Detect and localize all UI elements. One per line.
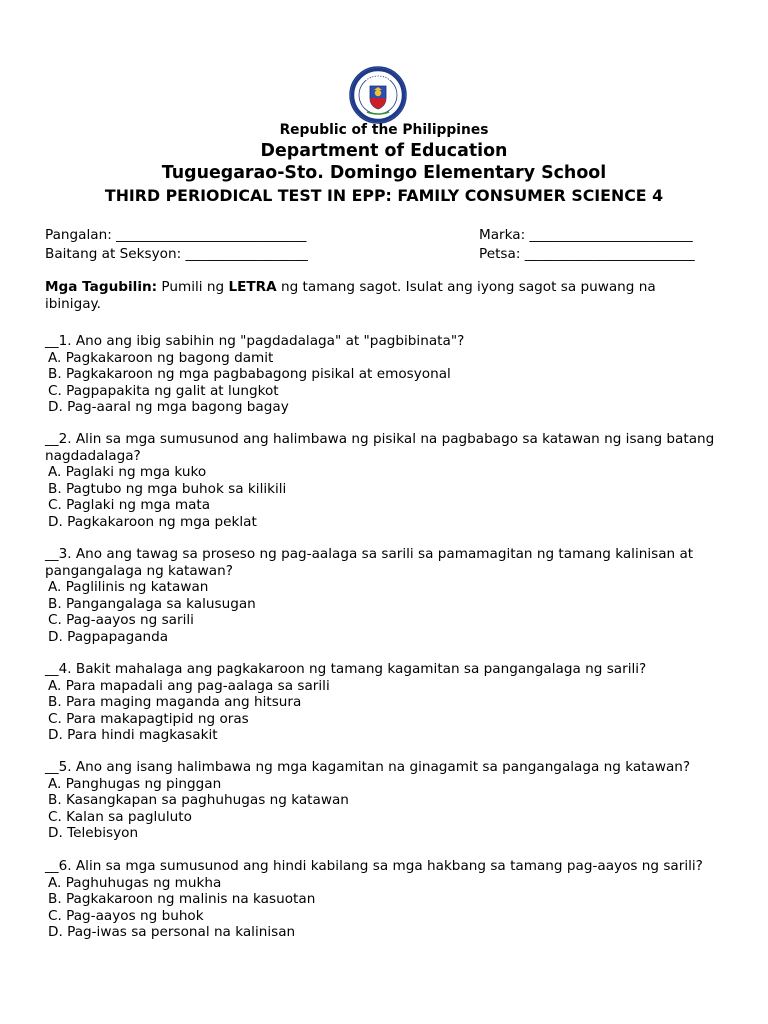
grade-section-field: Baitang at Seksyon: __________________	[45, 246, 308, 262]
option-a: A. Paglilinis ng katawan	[48, 579, 209, 595]
question-stem: __3. Ano ang tawag sa proseso ng pag-aalaga sa sarili sa pamamagitan ng tamang kalinisan at pangangalaga ng katawan?	[45, 546, 694, 579]
instructions-label: Mga Tagubilin:	[45, 279, 158, 295]
question-6	[45, 858, 735, 941]
instructions	[45, 279, 695, 312]
republic-heading: Republic of the Philippines	[279, 122, 489, 138]
option-b: B. Pagkakaroon ng malinis na kasuotan	[48, 891, 316, 907]
question-stem: __2. Alin sa mga sumusunod ang halimbawa ng pisikal na pagbabago sa katawan ng isang batang nagdadalaga?	[45, 431, 715, 464]
option-b: B. Pangangalaga sa kalusugan	[48, 595, 256, 612]
question-stem: __1. Ano ang ibig sabihin ng "pagdadalaga" at "pagbibinata"?	[45, 333, 465, 349]
option-b: B. Para maging maganda ang hitsura	[48, 694, 302, 710]
score-field: Marka: ________________________	[479, 227, 693, 243]
option-d: D. Telebisyon	[48, 825, 139, 841]
option-b: B. Pagtubo ng mga buhok sa kilikili	[48, 480, 287, 497]
option-a: A. Paglaki ng mga kuko	[48, 464, 207, 480]
option-c: C. Kalan sa pagluluto	[48, 808, 192, 825]
option-a: A. Para mapadali ang pag-aalaga sa sarili	[48, 677, 330, 694]
option-d: D. Pag-iwas sa personal na kalinisan	[48, 924, 296, 940]
option-d: D. Pagkakaroon ng mga peklat	[48, 513, 257, 530]
instructions-text-after: ng tamang sagot. Isulat ang iyong sagot sa puwang na ibinigay.	[45, 279, 656, 312]
school-heading: Tuguegarao-Sto. Domingo Elementary School	[161, 163, 607, 183]
question-stem: __6. Alin sa mga sumusunod ang hindi kabilang sa mga hakbang sa tamang pag-aayos ng sarili?	[45, 858, 703, 874]
date-field: Petsa: _________________________	[479, 246, 695, 262]
question-stem: __4. Bakit mahalaga ang pagkakaroon ng tamang kagamitan sa pangangalaga ng sarili?	[45, 661, 647, 677]
instructions-text-before: Pumili ng	[157, 279, 229, 295]
option-c: C. Pagpapakita ng galit at lungkot	[48, 382, 279, 399]
option-c: C. Para makapagtipid ng oras	[48, 710, 249, 727]
option-c: C. Pag-aayos ng buhok	[48, 907, 204, 924]
option-a: A. Panghugas ng pinggan	[48, 775, 222, 792]
option-b: B. Kasangkapan sa paghuhugas ng katawan	[48, 792, 349, 808]
option-d: D. Para hindi magkasakit	[48, 727, 218, 743]
instructions-emphasis: LETRA	[228, 279, 277, 295]
department-heading: Department of Education	[260, 141, 508, 161]
option-a: A. Pagkakaroon ng bagong damit	[48, 349, 274, 366]
test-title: THIRD PERIODICAL TEST IN EPP: FAMILY CONSUMER SCIENCE 4	[104, 186, 664, 205]
question-stem: __5. Ano ang isang halimbawa ng mga kagamitan na ginagamit sa pangangalaga ng katawan?	[45, 759, 691, 775]
option-a: A. Paghuhugas ng mukha	[48, 874, 222, 891]
question-4	[45, 661, 735, 744]
question-1	[45, 333, 735, 416]
deped-seal-logo	[349, 66, 407, 124]
question-2	[45, 431, 735, 530]
question-5	[45, 759, 735, 842]
name-field: Pangalan: ____________________________	[45, 227, 307, 243]
option-c: C. Pag-aayos ng sarili	[48, 612, 194, 628]
option-b: B. Pagkakaroon ng mga pagbabagong pisikal at emosyonal	[48, 366, 451, 382]
question-3	[45, 546, 735, 645]
option-d: D. Pagpapaganda	[48, 628, 169, 645]
option-c: C. Paglaki ng mga mata	[48, 497, 211, 513]
option-d: D. Pag-aaral ng mga bagong bagay	[48, 399, 289, 415]
